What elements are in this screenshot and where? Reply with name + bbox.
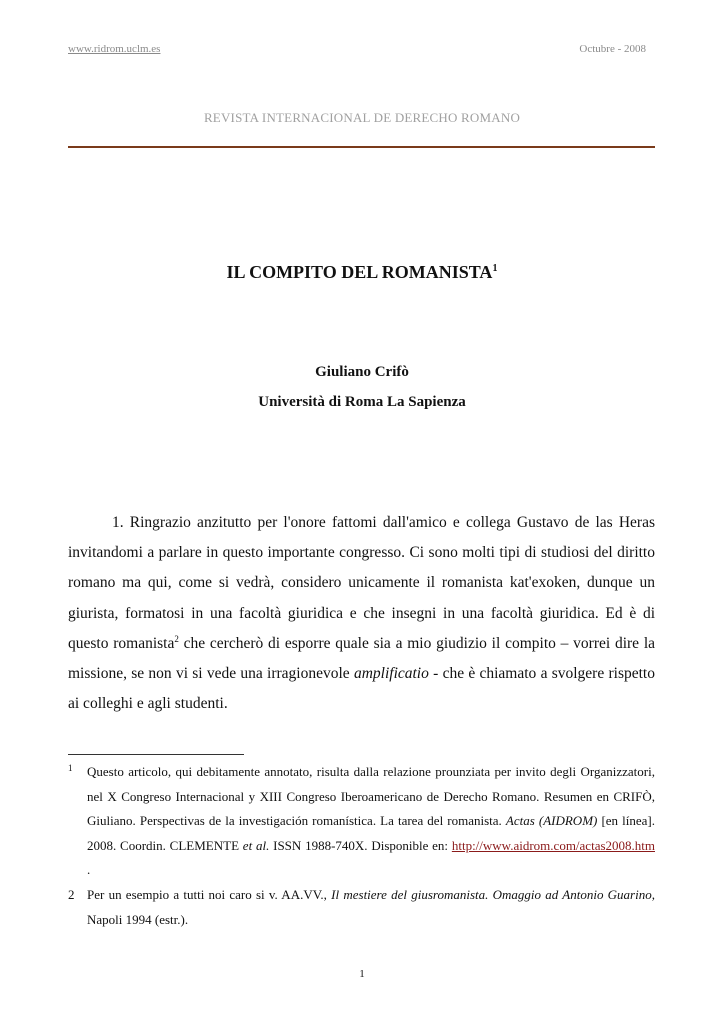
- fn1-italic-a: Actas (AIDROM): [505, 813, 598, 828]
- footnote-2-text: [68, 883, 655, 932]
- page-number: 1: [359, 968, 365, 980]
- footnote-ref-2[interactable]: 2: [174, 633, 179, 644]
- fn1-text-c: ISSN 1988-740X. Disponible en:: [269, 837, 452, 853]
- footnote-2-number: 2: [68, 887, 75, 902]
- article-title: [0, 262, 724, 283]
- fn1-text-b: [en línea]. 2008. Coordin. CLEMENTE: [87, 813, 655, 853]
- footnote-1-text: [68, 760, 655, 883]
- title-text: IL COMPITO DEL ROMANISTA: [226, 262, 493, 282]
- paragraph-text-a: 1. Ringrazio anzitutto per l'onore fattomi dall'amico e collega Gustavo de las Heras invitandomi a parlare in questo importante congresso. Ci sono molti tipi di studiosi del diritto romano ma qui, come si vedrà, considero unicamente il romanista kat'exoken, dunque un giurista, formatosi in una facoltà giuridica e che insegni in una facoltà giuridica. Ed è di questo romanista: [68, 514, 655, 652]
- header-rule: [68, 146, 655, 148]
- actas-link[interactable]: http://www.aidrom.com/actas2008.htm: [451, 837, 655, 853]
- footnote-1: [68, 760, 655, 883]
- fn2-text-a: Per un esempio a tutti noi caro si v. AA.VV.,: [87, 887, 332, 902]
- journal-name: REVISTA INTERNACIONAL DE DERECHO ROMANO: [203, 110, 521, 125]
- paragraph-text-c: - che è chiamato a svolgere rispetto ai colleghi e agli studenti.: [68, 665, 655, 713]
- issue-date: Octubre - 2008: [579, 43, 646, 55]
- site-url[interactable]: www.ridrom.uclm.es: [68, 43, 161, 55]
- footnote-2: [68, 883, 655, 932]
- fn2-text-b: Napoli 1994 (estr.).: [87, 911, 189, 927]
- paragraph-italic: amplificatio: [353, 665, 429, 683]
- fn1-text-a: Questo articolo, qui debitamente annotato, risulta dalla relazione prounziata per invito degli Organizzatori, nel X Congreso Internacional y XIII Congreso Iberoamericano de Derecho Romano. Resumen en CRIFÒ, Giuliano. Perspectivas de la investigación romanística. La tarea del romanista.: [87, 764, 655, 828]
- fn1-text-d: .: [87, 862, 91, 877]
- footnote-1-number: 1: [68, 763, 73, 773]
- footnote-separator: [68, 754, 244, 755]
- fn1-italic-b: et al.: [242, 837, 270, 853]
- paragraph-text-b: che cercherò di esporre quale sia a mio giudizio il compito – vorrei dire la missione, se non vi si vede una irragionevole: [68, 634, 655, 683]
- author-name: Giuliano Crifò: [315, 364, 409, 380]
- fn2-italic: Il mestiere del giusromanista. Omaggio ad Antonio Guarino,: [331, 887, 655, 902]
- author-affiliation: Università di Roma La Sapienza: [258, 394, 466, 410]
- title-footnote-ref[interactable]: 1: [492, 263, 498, 274]
- body-paragraph: [68, 508, 655, 719]
